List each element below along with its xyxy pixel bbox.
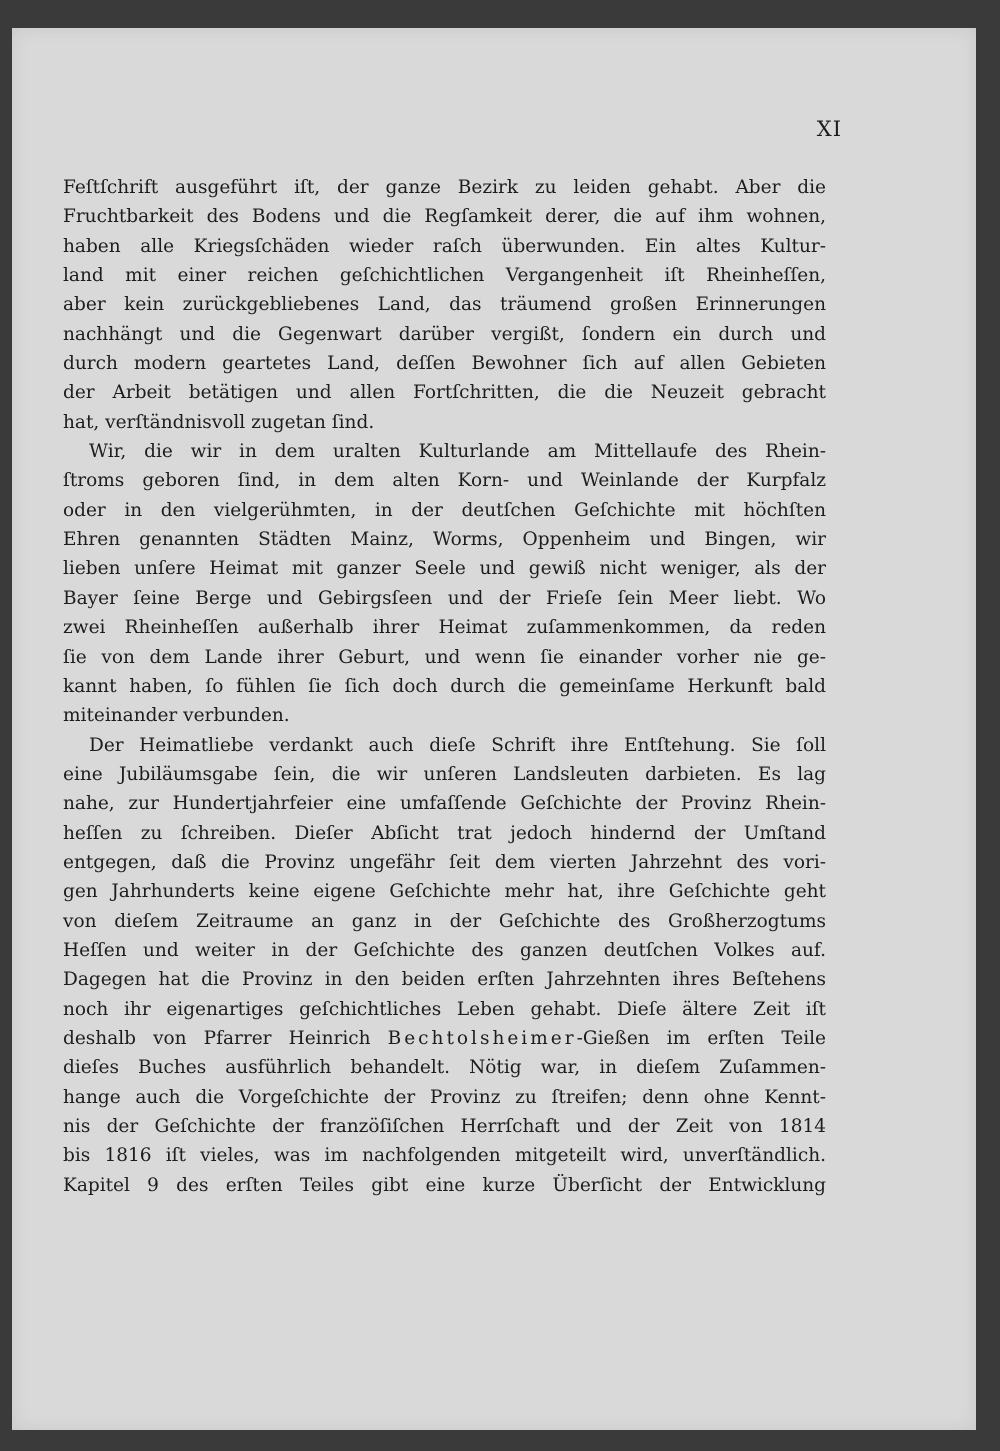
text-line: dieſes Buches ausführlich behandelt. Nötig war, in dieſem Zuſammen-: [63, 1057, 826, 1079]
text-line: hat, verſtändnisvoll zugetan ſind.: [63, 411, 375, 433]
text-line: lieben unſere Heimat mit ganzer Seele und gewiß nicht weniger, als der: [63, 558, 826, 580]
text-line: der Arbeit betätigen und allen Fortſchritten, die die Neuzeit gebracht: [63, 382, 826, 404]
text-line: Bayer ſeine Berge und Gebirgsſeen und der Frieſe ſein Meer liebt. Wo: [63, 587, 826, 609]
text-line: von dieſem Zeitraume an ganz in der Geſchichte des Großherzogtums: [63, 910, 826, 932]
text-line: nahe, zur Hundertjahrfeier eine umfaſſende Geſchichte der Provinz Rhein-: [63, 793, 826, 815]
text-line: zwei Rheinheſſen außerhalb ihrer Heimat zuſammenkommen, da reden: [63, 617, 826, 639]
text-line: Dagegen hat die Provinz in den beiden erſten Jahrzehnten ihres Beſtehens: [63, 969, 826, 991]
body-text: [63, 173, 826, 1200]
text-line: [63, 1024, 826, 1053]
text-line: Wir, die wir in dem uralten Kulturlande am Mittellaufe des Rhein-: [89, 441, 826, 463]
text-line: Ehren genannten Städten Mainz, Worms, Oppenheim und Bingen, wir: [63, 529, 826, 551]
text-line: Heſſen und weiter in der Geſchichte des ganzen deutſchen Volkes auf.: [63, 939, 826, 961]
text-line: durch modern geartetes Land, deſſen Bewohner ſich auf allen Gebieten: [63, 353, 826, 375]
text-line: gen Jahrhunderts keine eigene Geſchichte mehr hat, ihre Geſchichte geht: [63, 881, 826, 903]
text-line: ſie von dem Lande ihrer Geburt, und wenn ſie einander vorher nie ge-: [63, 646, 826, 668]
author-name: Bechtolsheimer: [387, 1027, 577, 1049]
text-line: ſtroms geboren ſind, in dem alten Korn- und Weinlande der Kurpfalz: [63, 470, 826, 492]
text-line-start: deshalb von Pfarrer Heinrich: [63, 1027, 371, 1049]
text-line: aber kein zurückgebliebenes Land, das träumend großen Erinnerungen: [63, 294, 826, 316]
text-line: Der Heimatliebe verdankt auch dieſe Schrift ihre Entſtehung. Sie ſoll: [89, 734, 826, 756]
text-line: entgegen, daß die Provinz ungefähr ſeit dem vierten Jahrzehnt des vori-: [63, 851, 826, 873]
text-line: bis 1816 iſt vieles, was im nachfolgenden mitgeteilt wird, unverſtändlich.: [63, 1145, 826, 1167]
text-line: Kapitel 9 des erſten Teiles gibt eine kurze Überſicht der Entwicklung: [63, 1174, 826, 1196]
text-line: eine Jubiläumsgabe ſein, die wir unſeren Landsleuten darbieten. Es lag: [63, 763, 826, 785]
text-line: miteinander verbunden.: [63, 705, 290, 727]
text-line: Feſtſchrift ausgeführt iſt, der ganze Bezirk zu leiden gehabt. Aber die: [63, 177, 826, 198]
text-line: Fruchtbarkeit des Bodens und die Regſamkeit derer, die auf ihm wohnen,: [63, 206, 826, 228]
text-line: heſſen zu ſchreiben. Dieſer Abſicht trat jedoch hindernd der Umſtand: [63, 822, 826, 844]
text-line: kannt haben, ſo fühlen ſie ſich doch durch die gemeinſame Herkunft bald: [63, 675, 826, 697]
text-line: oder in den vielgerühmten, in der deutſchen Geſchichte mit höchſten: [63, 499, 826, 521]
page-number: XI: [816, 117, 842, 141]
text-line: haben alle Kriegsſchäden wieder raſch überwunden. Ein altes Kultur-: [63, 235, 826, 257]
text-line: nis der Geſchichte der franzöſiſchen Herrſchaft und der Zeit von 1814: [63, 1116, 826, 1137]
text-line: noch ihr eigenartiges geſchichtliches Leben gehabt. Dieſe ältere Zeit iſt: [63, 998, 826, 1020]
document-page: [12, 28, 976, 1430]
text-line: land mit einer reichen geſchichtlichen Vergangenheit iſt Rheinheſſen,: [63, 265, 826, 287]
text-line: nachhängt und die Gegenwart darüber vergißt, ſondern ein durch und: [63, 323, 826, 345]
text-line-end: -Gießen im erſten Teile: [576, 1027, 826, 1049]
text-line: hange auch die Vorgeſchichte der Provinz zu ſtreifen; denn ohne Kennt-: [63, 1086, 826, 1108]
